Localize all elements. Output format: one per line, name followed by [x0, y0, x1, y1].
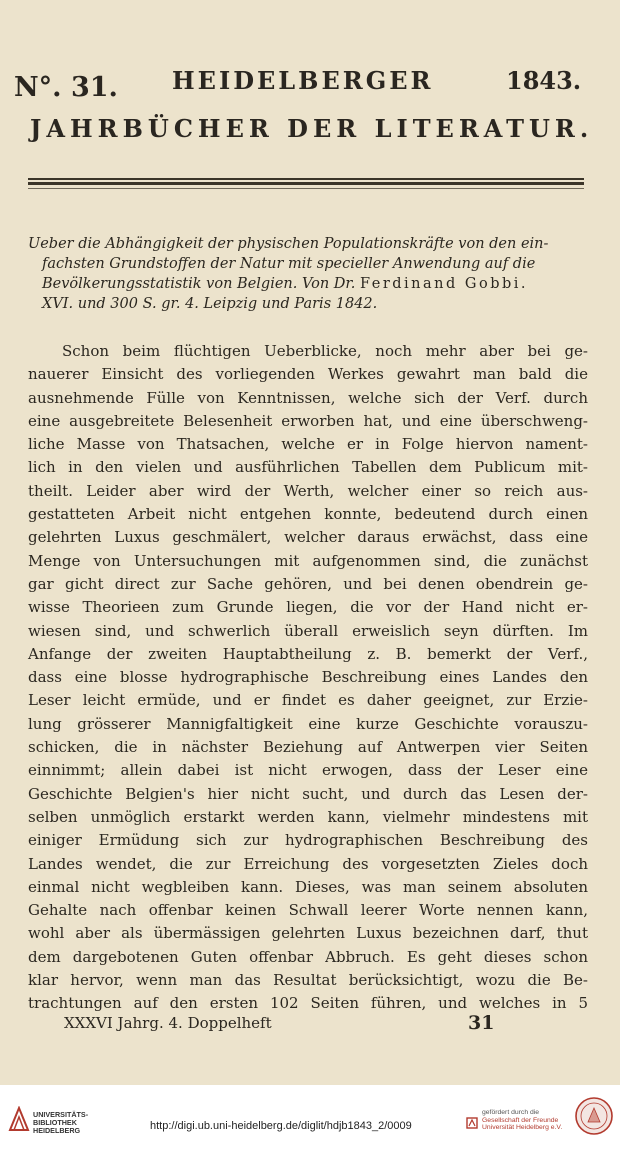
review-author: Ferdinand Gobbi. — [359, 276, 529, 292]
issue-year: 1843. — [506, 66, 582, 95]
journal-title: HEIDELBERGER — [172, 66, 434, 95]
body-line: selben unmöglich erstarkt werden kann, vielmehr mindestens mit — [28, 807, 588, 826]
heading-line: XVI. und 300 S. gr. 4. Leipzig und Paris 1842. — [42, 296, 378, 312]
library-name-line: UNIVERSITÄTS- — [33, 1110, 89, 1119]
page-number: 31 — [468, 1012, 495, 1034]
body-line: klar hervor, wenn man das Resultat berücksichtigt, wozu die Be- — [28, 971, 588, 990]
body-line: wohl aber als übermässigen gelehrten Luxus bezeichnen darf, thut — [28, 924, 588, 943]
body-line: theilt. Leider aber wird der Werth, welcher einer so reich aus- — [28, 481, 588, 500]
page-footer — [0, 1014, 620, 1044]
body-line: Menge von Untersuchungen mit aufgenommen sind, die zunächst — [28, 551, 588, 570]
funded-by-label: gefördert durch die — [482, 1109, 540, 1116]
body-line: Schon beim flüchtigen Ueberblicke, noch mehr aber bei ge- — [62, 342, 588, 360]
body-line: lich in den vielen und ausführlichen Tabellen dem Publicum mit- — [28, 458, 588, 477]
heading-line: Ueber die Abhängigkeit der physischen Populationskräfte von den ein- — [28, 236, 549, 252]
body-line: gestatteten Arbeit nicht entgehen konnte, bedeutend durch einen — [28, 505, 588, 524]
journal-subtitle: JAHRBÜCHER DER LITERATUR. — [30, 114, 594, 143]
body-line: ausnehmende Fülle von Kenntnissen, welche sich der Verf. durch — [28, 388, 588, 407]
heading-line: fachsten Grundstoffen der Natur mit specieller Anwendung auf die — [42, 256, 536, 272]
journal-header — [0, 62, 620, 106]
body-line: lung grösserer Mannigfaltigkeit eine kurze Geschichte vorauszu- — [28, 714, 588, 733]
header-rule — [28, 188, 584, 189]
body-line: einmal nicht wegbleiben kann. Dieses, was man seinem absoluten — [28, 877, 588, 896]
body-line: Anfange der zweiten Hauptabtheilung z. B. bemerkt der Verf., — [28, 644, 588, 663]
permalink-url[interactable]: http://digi.ub.uni-heidelberg.de/diglit/hdjb1843_2/0009 — [150, 1120, 412, 1132]
header-rule — [28, 178, 584, 180]
library-logo-icon — [8, 1106, 30, 1132]
body-line: schicken, die in nächster Beziehung auf Antwerpen vier Seiten — [28, 738, 588, 757]
body-line: einiger Ermüdung sich zur hydrographischen Beschreibung des — [28, 831, 588, 850]
footer-signature: XXXVI Jahrg. 4. Doppelheft — [64, 1014, 272, 1032]
library-name-line: HEIDELBERG — [33, 1126, 81, 1135]
body-line: dass eine blosse hydrographische Beschreibung eines Landes den — [28, 668, 588, 687]
heading-line-text: Bevölkerungsstatistik von Belgien. Von Dr. — [42, 276, 356, 292]
body-line: eine ausgebreitete Belesenheit erworben hat, und eine überschweng- — [28, 411, 588, 430]
funder-credit — [482, 1109, 562, 1132]
university-seal-icon — [574, 1096, 614, 1136]
funder-name: Universität Heidelberg e.V. — [482, 1124, 563, 1132]
body-line: Gehalte nach offenbar keinen Schwall leerer Worte nennen kann, — [28, 901, 588, 920]
body-line: wisse Theorieen zum Grunde liegen, die vor der Hand nicht er- — [28, 598, 588, 617]
review-heading — [28, 234, 588, 314]
heading-line — [28, 274, 588, 294]
body-line: Leser leicht ermüde, und er findet es daher geeignet, zur Erzie- — [28, 691, 588, 710]
body-line: wiesen sind, und schwerlich überall erweislich seyn dürften. Im — [28, 621, 588, 640]
body-line: Landes wendet, die zur Erreichung des vorgesetzten Zieles doch — [28, 854, 588, 873]
library-name — [33, 1111, 88, 1135]
body-line: gelehrten Luxus geschmälert, welcher daraus erwächst, dass eine — [28, 528, 588, 547]
body-line: gar gicht direct zur Sache gehören, und bei denen obendrein ge- — [28, 574, 588, 593]
body-line: nauerer Einsicht des vorliegenden Werkes gewahrt man bald die — [28, 365, 588, 384]
body-line: trachtungen auf den ersten 102 Seiten führen, und welches in 5 — [28, 994, 588, 1013]
library-name-line: BIBLIOTHEK — [33, 1118, 77, 1127]
body-line: Geschichte Belgien's hier nicht sucht, und durch das Lesen der- — [28, 784, 588, 803]
issue-number: N°. 31. — [14, 72, 118, 103]
body-line: dem dargebotenen Guten offenbar Abbruch. Es geht dieses schon — [28, 947, 588, 966]
header-rule — [28, 182, 584, 185]
body-line: einnimmt; allein dabei ist nicht erwogen, dass der Leser eine — [28, 761, 588, 780]
body-text — [28, 340, 588, 1016]
funder-logo-icon — [466, 1117, 478, 1129]
body-line: liche Masse von Thatsachen, welche er in Folge hiervon nament- — [28, 435, 588, 454]
funder-name: Gesellschaft der Freunde — [482, 1116, 559, 1124]
